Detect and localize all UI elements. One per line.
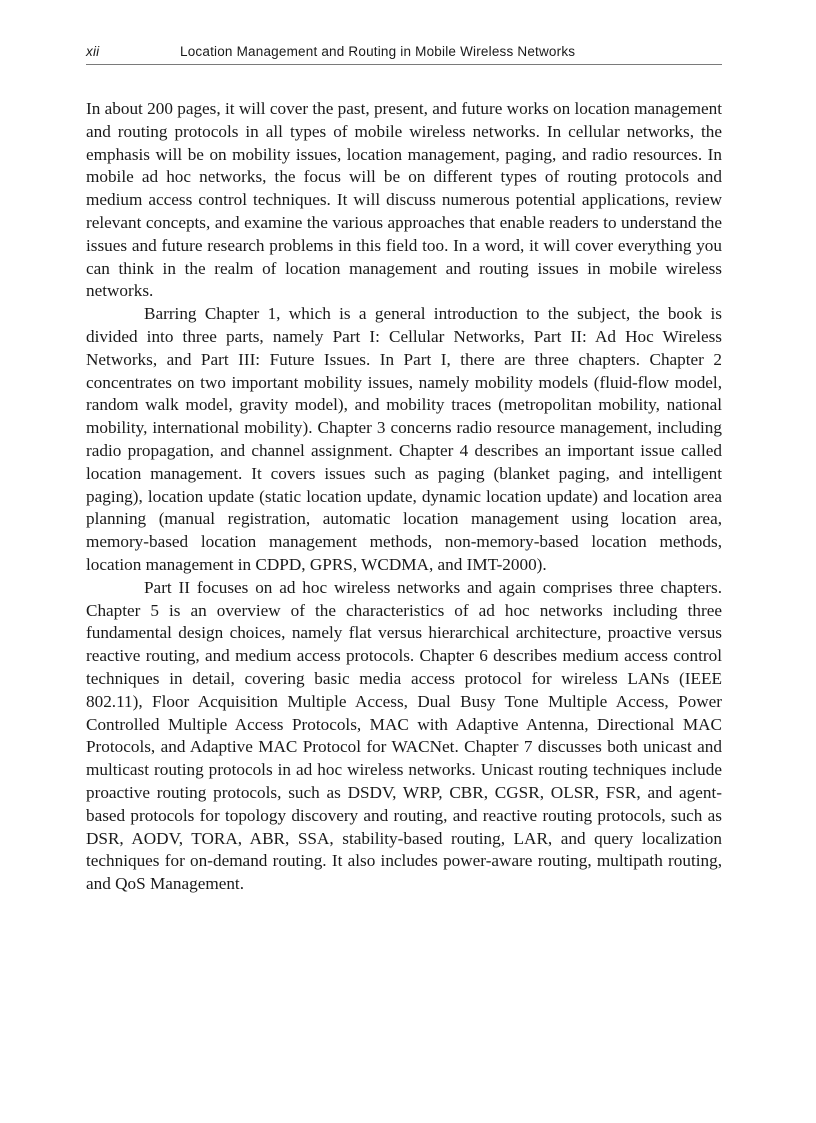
paragraph-intro: In about 200 pages, it will cover the past, present, and future works on location management and routing protocols in all types of mobile wireless networks. In cellular networks, the emphasis will be on mobility issues, location management, paging, and radio resources. In mobile ad hoc networks, the focus will be on different types of routing protocols and medium access control techniques. It will discuss numerous potential applications, review relevant concepts, and examine the various approaches that enable readers to understand the issues and future research problems in this field too. In a word, it will cover everything you can think in the realm of location management and routing issues in mobile wireless networks.: [86, 99, 722, 301]
running-head: [86, 40, 722, 65]
running-title: Location Management and Routing in Mobile Wireless Networks: [180, 44, 576, 59]
body-text: [86, 98, 722, 896]
paragraph-part-two: Part II focuses on ad hoc wireless networks and again comprises three chapters. Chapter 5 is an overview of the characteristics of ad hoc networks including three fundamental design choices, namely flat versus hierarchical architecture, proactive versus reactive routing, and medium access protocols. Chapter 6 describes medium access control techniques in detail, covering basic media access protocol for wireless LANs (IEEE 802.11), Floor Acquisition Multiple Access, Dual Busy Tone Multiple Access, Power Controlled Multiple Access Protocols, MAC with Adaptive Antenna, Directional MAC Protocols, and Adaptive MAC Protocol for WACNet. Chapter 7 discusses both unicast and multicast routing protocols in ad hoc wireless networks. Unicast routing techniques include proactive routing protocols, such as DSDV, WRP, CBR, CGSR, OLSR, FSR, and agent-based protocols for topology discovery and routing, and reactive routing protocols, such as DSR, AODV, TORA, ABR, SSA, stability-based routing, LAR, and query localization techniques for on-demand routing. It also includes power-aware routing, multipath routing, and QoS Management.: [86, 577, 722, 894]
page-number: xii: [86, 44, 100, 59]
paragraph-part-one: Barring Chapter 1, which is a general introduction to the subject, the book is divided into three parts, namely Part I: Cellular Networks, Part II: Ad Hoc Wireless Networks, and Part III: Future Issues. In Part I, there are three chapters. Chapter 2 concentrates on two important mobility issues, namely mobility models (fluid-flow model, random walk model, gravity model), and mobility traces (metropolitan mobility, national mobility, international mobility). Chapter 3 concerns radio resource management, including radio propagation, and channel assignment. Chapter 4 describes an important issue called location management. It covers issues such as paging (blanket paging, and intelligent paging), location update (static location update, dynamic location update) and location area planning (manual registration, automatic location management using location area, memory-based location management methods, non-memory-based location methods, location management in CDPD, GPRS, WCDMA, and IMT-2000).: [86, 304, 722, 574]
